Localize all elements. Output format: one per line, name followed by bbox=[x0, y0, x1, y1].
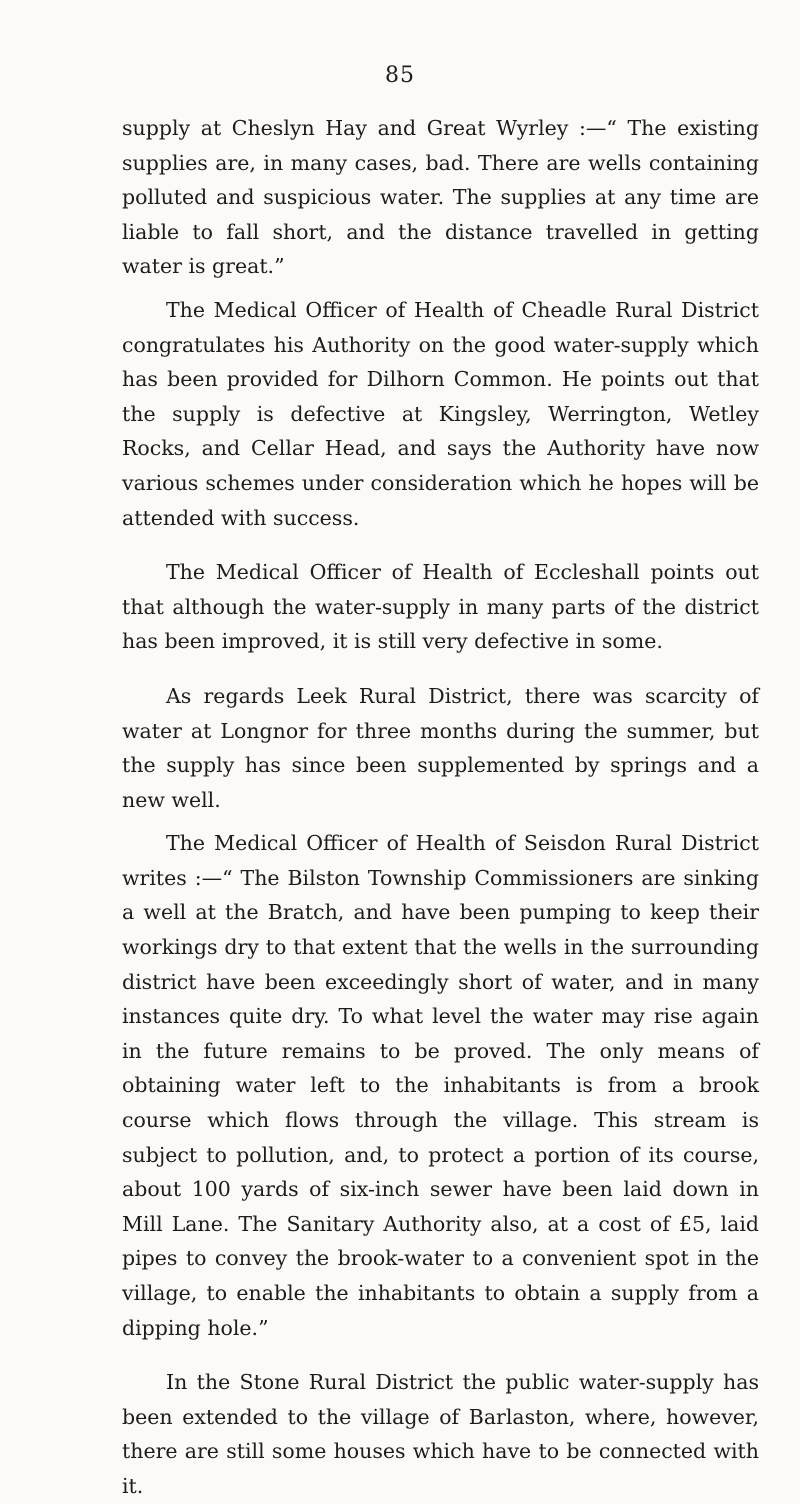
paragraph-cheadle-rural-district: The Medical Officer of Health of Cheadle Rural District congratulates his Authority on the good water-supply which has been provided for Dilhorn Common. He points out that the supply is defective at Kingsley, Werrington, Wetley Rocks, and Cellar Head, and says the Authority have now various schemes under consideration which he hopes will be attended with success. bbox=[122, 297, 759, 530]
paragraph-cheslyn-hay-supply: supply at Cheslyn Hay and Great Wyrley :—“ The existing supplies are, in many cases, bad. There are wells containing polluted and suspicious water. The supplies at any time are liable to fall short, and the distance travelled in getting water is great.” bbox=[122, 116, 759, 279]
page-number: 85 bbox=[385, 63, 415, 88]
paragraph-eccleshall: The Medical Officer of Health of Eccleshall points out that although the water-supply in many parts of the district has been improved, it is still very defective in some. bbox=[122, 560, 759, 654]
paragraph-leek-rural-district: As regards Leek Rural District, there was scarcity of water at Longnor for three months during the summer, but the supply has since been supplemented by springs and a new well. bbox=[122, 683, 759, 812]
paragraph-seisdon-rural-district: The Medical Officer of Health of Seisdon Rural District writes :—“ The Bilston Township Commissioners are sinking a well at the Bratch, and have been pumping to keep their workings dry to that extent that the wells in the surrounding district have been exceedingly short of water, and in many instances quite dry. To what level the water may rise again in the future remains to be proved. The only means of obtaining water left to the inhabitants is from a brook course which flows through the village. This stream is subject to pollution, and, to protect a portion of its course, about 100 yards of six-inch sewer have been laid down in Mill Lane. The Sanitary Authority also, at a cost of £5, laid pipes to convey the brook-water to a convenient spot in the village, to enable the inhabitants to obtain a supply from a dipping hole.” bbox=[122, 831, 759, 1340]
paragraph-stone-rural-district: In the Stone Rural District the public water-supply has been extended to the village of Barlaston, where, however, there are still some houses which have to be connected with it. bbox=[122, 1370, 759, 1498]
body-text bbox=[122, 111, 759, 1504]
